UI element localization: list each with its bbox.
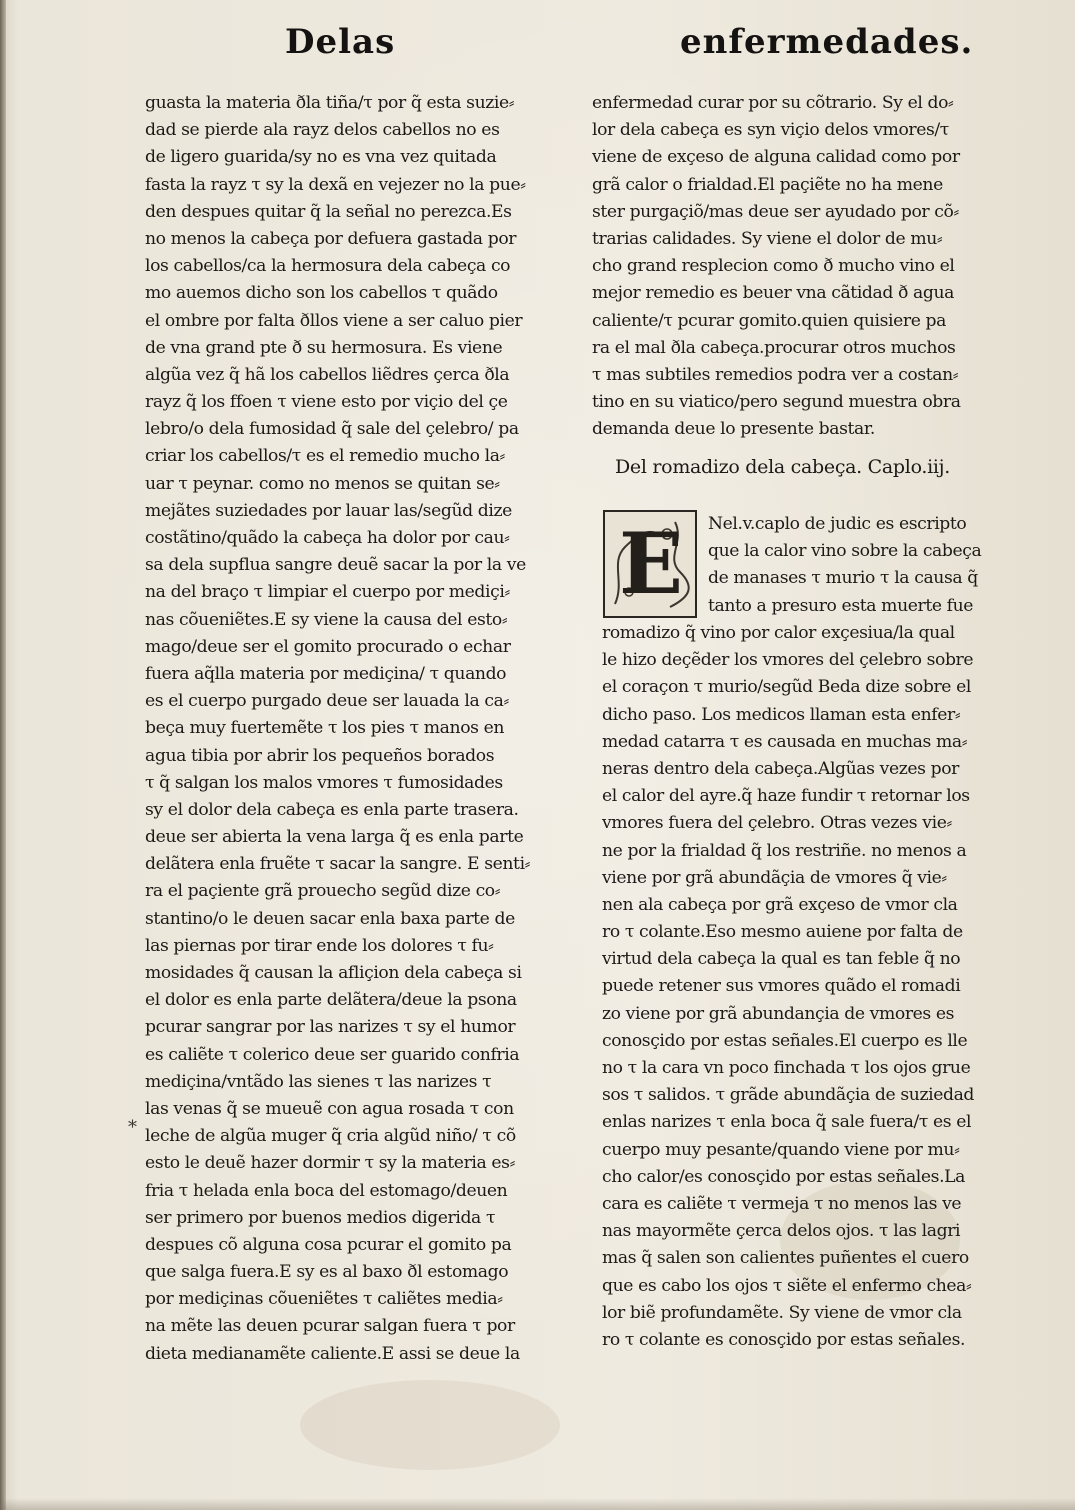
text-line: den despues quitar q̃ la señal no perezca.Es: [145, 201, 512, 222]
text-line: medad catarra τ es causada en muchas ma⸗: [602, 731, 968, 752]
text-line: guasta la materia ðla tiña/τ por q̃ esta suzie⸗: [145, 93, 515, 113]
text-line: el calor del ayre.q̃ haze fundir τ retornar los: [602, 786, 970, 807]
text-line: uar τ peynar. como no menos se quitan se⸗: [145, 473, 500, 494]
text-line: fasta la rayz τ sy la dexã en vejezer no la pue⸗: [145, 174, 526, 195]
text-line: sa dela supflua sangre deuẽ sacar la por la ve: [145, 555, 526, 576]
text-line: criar los cabellos/τ es el remedio mucho la⸗: [145, 446, 505, 467]
text-line: despues cõ alguna cosa pcurar el gomito pa: [145, 1234, 512, 1255]
text-line: por mediçinas cõueniẽtes τ caliẽtes media⸗: [145, 1289, 503, 1310]
initial-letter: E: [619, 514, 684, 613]
text-line: es el cuerpo purgado deue ser lauada la ca⸗: [145, 691, 509, 712]
text-line: mejor remedio es beuer vna cãtidad ð agua: [592, 283, 955, 304]
text-line: de vna grand pte ð su hermosura. Es viene: [145, 337, 503, 358]
text-line: na del braço τ limpiar el cuerpo por mediçi⸗: [145, 582, 510, 603]
chapter-heading: Del romadizo dela cabeça. Caplo.iij.: [615, 456, 950, 478]
text-line: el ombre por falta ðllos viene a ser caluo pier: [145, 310, 523, 331]
text-line: cho grand resplecion como ð mucho vino el: [592, 256, 955, 277]
right-text-column-top: [592, 90, 992, 443]
right-text-beside-initial: [708, 511, 981, 620]
page-gutter-shadow: [0, 0, 6, 1510]
text-line: lor dela cabeça es syn viçio delos vmores/τ: [592, 120, 949, 141]
text-line: zo viene por grã abundançia de vmores es: [602, 1003, 955, 1024]
text-line: nas cõueniẽtes.E sy viene la causa del esto⸗: [145, 609, 508, 630]
text-line: de manases τ murio τ la causa q̃: [708, 568, 978, 589]
text-line: el coraçon τ murio/segũd Beda dize sobre el: [602, 677, 971, 698]
text-line: mejãtes suziedades por lauar las/segũd dize: [145, 500, 512, 521]
text-line: las venas q̃ se mueuẽ con agua rosada τ con: [145, 1098, 514, 1119]
left-text-column: [145, 90, 545, 1368]
text-line: lor biẽ profundamẽte. Sy viene de vmor cla: [602, 1302, 962, 1323]
text-line: tino en su viatico/pero segund muestra obra: [592, 392, 961, 413]
text-line: conosçido por estas señales.El cuerpo es lle: [602, 1030, 968, 1051]
text-line: stantino/o le deuen sacar enla baxa parte de: [145, 908, 515, 929]
text-line: el dolor es enla parte delãtera/deue la psona: [145, 990, 517, 1011]
text-line: caliente/τ pcurar gomito.quien quisiere pa: [592, 310, 946, 331]
text-line: mosidades q̃ causan la afliçion dela cabeça si: [145, 963, 522, 983]
text-line: mediçina/vntãdo las sienes τ las narizes τ: [145, 1071, 492, 1092]
text-line: enlas narizes τ enla boca q̃ sale fuera/τ es el: [602, 1112, 972, 1133]
text-line: nen ala cabeça por grã exçeso de vmor cla: [602, 894, 958, 915]
text-line: tanto a presuro esta muerte fue: [708, 595, 974, 616]
text-line: le hizo deçẽder los vmores del çelebro sobre: [602, 650, 974, 671]
text-line: de ligero guarida/sy no es vna vez quitada: [145, 147, 497, 168]
text-line: las piernas por tirar ende los dolores τ fu⸗: [145, 935, 494, 956]
text-line: mas q̃ salen son calientes puñentes el cuero: [602, 1248, 969, 1269]
text-line: no menos la cabeça por defuera gastada por: [145, 228, 517, 249]
text-line: τ q̃ salgan los malos vmores τ fumosidades: [145, 772, 503, 793]
text-line: delãtera enla fruẽte τ sacar la sangre. E senti⸗: [145, 854, 530, 875]
text-line: virtud dela cabeça la qual es tan feble q̃ no: [602, 949, 961, 970]
text-line: mo auemos dicho son los cabellos τ quãdo: [145, 283, 498, 304]
text-line: beça muy fuertemẽte τ los pies τ manos en: [145, 718, 505, 739]
text-line: algũa vez q̃ hã los cabellos liẽdres çerca ðla: [145, 364, 510, 385]
text-line: ro τ colante es conosçido por estas señales.: [602, 1329, 966, 1350]
text-line: ster purgaçiõ/mas deue ser ayudado por cõ⸗: [592, 201, 959, 222]
text-line: ro τ colante.Eso mesmo auiene por falta de: [602, 922, 963, 943]
text-line: que salga fuera.E sy es al baxo ðl estomago: [145, 1262, 509, 1283]
text-line: viene de exçeso de alguna calidad como por: [592, 147, 960, 168]
text-line: deue ser abierta la vena larga q̃ es enla parte: [145, 827, 524, 848]
text-line: costãtino/quãdo la cabeça ha dolor por cau⸗: [145, 528, 510, 548]
text-line: es caliẽte τ colerico deue ser guarido confria: [145, 1044, 520, 1065]
text-line: cara es caliẽte τ vermeja τ no menos las ve: [602, 1193, 962, 1214]
right-text-column-body: [602, 620, 974, 1354]
text-line: fuera aq̃lla materia por mediçina/ τ quando: [145, 663, 507, 684]
text-line: dieta medianamẽte caliente.E assi se deue la: [145, 1343, 520, 1364]
text-line: ra el mal ðla cabeça.procurar otros muchos: [592, 337, 956, 358]
text-line: demanda deue lo presente bastar.: [592, 419, 875, 440]
text-line: ne por la frialdad q̃ los restriñe. no menos a: [602, 840, 967, 861]
text-line: trarias calidades. Sy viene el dolor de mu⸗: [592, 228, 943, 249]
text-line: ser primero por buenos medios digerida τ: [145, 1207, 496, 1228]
text-line: esto le deuẽ hazer dormir τ sy la materia es⸗: [145, 1153, 515, 1174]
text-line: romadizo q̃ vino por calor exçesiua/la qual: [602, 623, 955, 643]
text-line: dicho paso. Los medicos llaman esta enfer⸗: [602, 704, 961, 725]
decorated-initial: [603, 510, 697, 618]
text-line: vmores fuera del çelebro. Otras vezes vie⸗: [602, 813, 952, 834]
text-line: grã calor o frialdad.El paçiẽte no ha mene: [592, 174, 943, 195]
text-line: ra el paçiente grã prouecho segũd dize co⸗: [145, 881, 501, 902]
paper-stain: [300, 1380, 560, 1470]
page-bottom-shadow: [0, 1498, 1075, 1510]
text-line: cho calor/es conosçido por estas señales.La: [602, 1166, 966, 1187]
running-head-right: enfermedades.: [680, 22, 974, 62]
text-line: Nel.v.caplo de judic es escripto: [708, 514, 967, 534]
text-line: neras dentro dela cabeça.Algũas vezes por: [602, 758, 960, 779]
text-line: pcurar sangrar por las narizes τ sy el humor: [145, 1017, 516, 1038]
text-line: puede retener sus vmores quãdo el romadi: [602, 976, 961, 997]
text-line: que la calor vino sobre la cabeça: [708, 541, 982, 562]
text-line: na mẽte las deuen pcurar salgan fuera τ por: [145, 1316, 515, 1337]
text-line: rayz q̃ los ffoen τ viene esto por viçio del çe: [145, 392, 508, 413]
text-line: que es cabo los ojos τ siẽte el enfermo chea⸗: [602, 1275, 972, 1296]
text-line: no τ la cara vn poco finchada τ los ojos grue: [602, 1058, 971, 1078]
text-line: dad se pierde ala rayz delos cabellos no es: [145, 120, 500, 141]
text-line: mago/deue ser el gomito procurado o echar: [145, 636, 511, 657]
text-line: enfermedad curar por su cõtrario. Sy el do⸗: [592, 93, 954, 113]
text-line: nas mayormẽte çerca delos ojos. τ las lagri: [602, 1221, 961, 1242]
text-line: agua tibia por abrir los pequeños borados: [145, 745, 495, 766]
text-line: fria τ helada enla boca del estomago/deuen: [145, 1180, 508, 1201]
text-line: sos τ salidos. τ grãde abundãçia de suziedad: [602, 1085, 975, 1106]
text-line: viene por grã abundãçia de vmores q̃ vie⸗: [602, 867, 947, 888]
text-line: leche de algũa muger q̃ cria algũd niño/ τ cõ: [145, 1126, 516, 1147]
text-line: sy el dolor dela cabeça es enla parte trasera.: [145, 799, 519, 820]
margin-mark: *: [128, 1117, 137, 1138]
text-line: cuerpo muy pesante/quando viene por mu⸗: [602, 1139, 960, 1160]
text-line: τ mas subtiles remedios podra ver a costan⸗: [592, 364, 959, 385]
text-line: los cabellos/ca la hermosura dela cabeça co: [145, 256, 511, 277]
text-line: lebro/o dela fumosidad q̃ sale del çelebro/ pa: [145, 419, 519, 440]
running-head-left: Delas: [285, 22, 396, 62]
